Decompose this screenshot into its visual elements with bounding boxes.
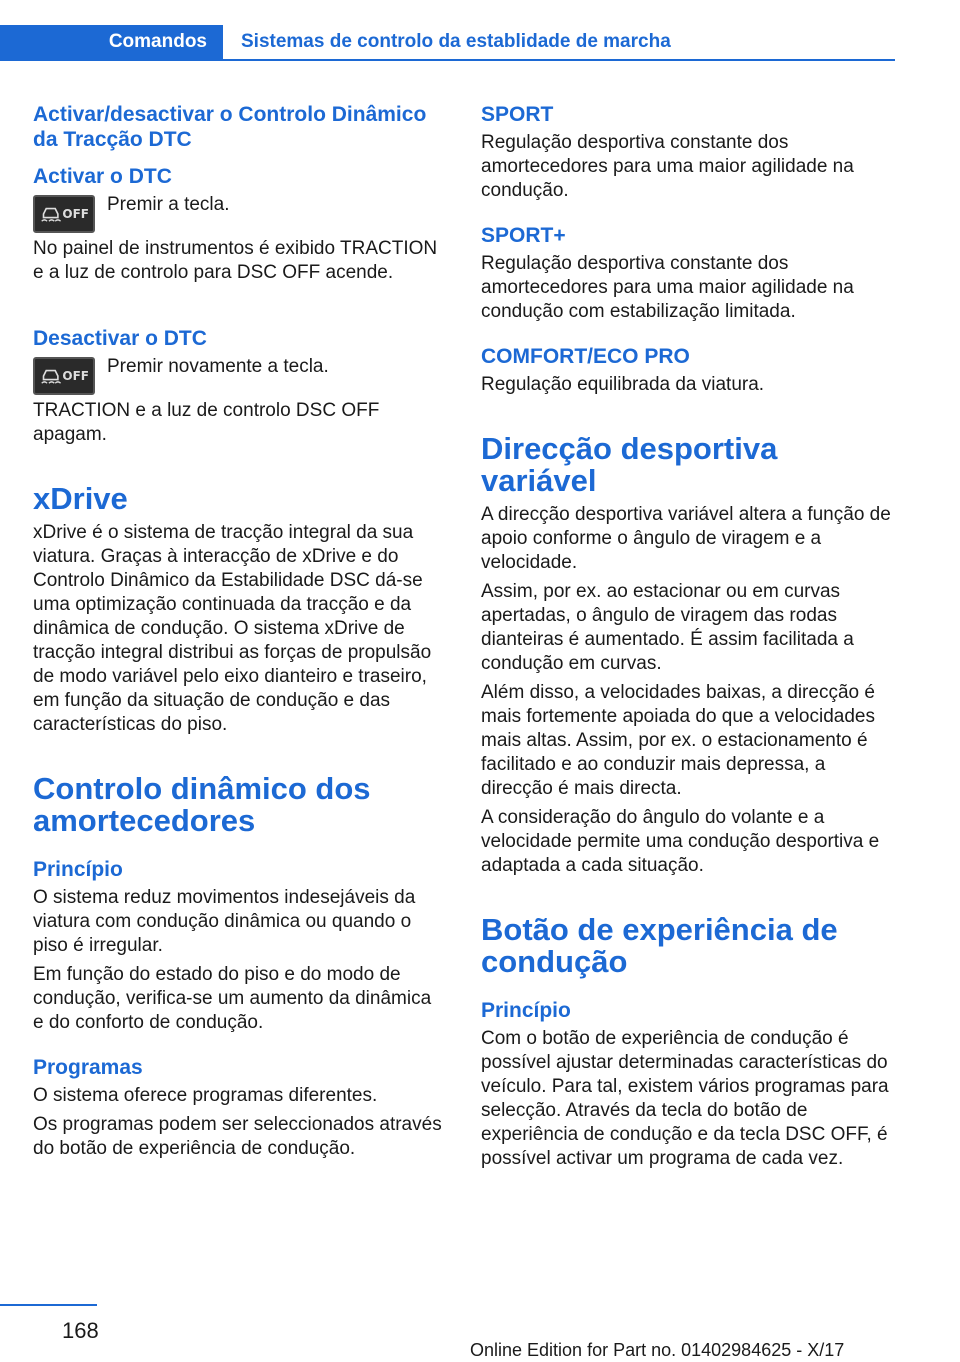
experience-paragraph-1: Com o botão de experiência de condução é possível ajustar determinadas características do veículo. Para tal, existem vários programas para selecção. Através da tecla do botão de experiência de condução e da tecla DSC OFF, é possível activar um programa de cada vez. [481, 1028, 889, 1169]
icon-off-label: OFF [62, 207, 89, 221]
dtc-heading: Activar/desactivar o Controlo Dinâmico da Tracção DTC [33, 103, 427, 151]
dampers-paragraph-1: O sistema reduz movimentos indesejáveis da viatura com condução dinâmica ou quando o piso é irregular. [33, 887, 416, 956]
steering-paragraph-3: Além disso, a velocidades baixas, a direcção é mais fortemente apoiada do que a velocidades mais altas. Assim, por ex. o estacionamento é facilitado e ao conduzir mais depressa, a direcção é mais directa. [481, 682, 875, 799]
experience-heading: Botão de experiência de condução [481, 912, 838, 979]
edition-note: Online Edition for Part no. 01402984625 - X/17 [470, 1340, 845, 1360]
steering-paragraph-1: A direcção desportiva variável altera a função de apoio conforme o ângulo de viragem e a velocidade. [481, 504, 891, 573]
comfort-heading: COMFORT/ECO PRO [481, 345, 690, 368]
footer-divider [0, 1304, 97, 1306]
page-number: 168 [62, 1318, 99, 1343]
xdrive-text: xDrive é o sistema de tracção integral da sua viatura. Graças à interacção de xDrive e do Controlo Dinâmico da Estabilidade DSC dá-se uma optimização continuada da tracção e da dinâmica de condução. O sistema xDrive de tracção integral distribui as forças de propulsão de modo variável pelo eixo dianteiro e traseiro, em função da situação de condução e das características do piso. [33, 522, 432, 735]
activate-step-text: Premir a tecla. [107, 194, 230, 215]
section-title: Sistemas de controlo da establidade de marcha [241, 31, 671, 52]
dampers-paragraph-3: O sistema oferece programas diferentes. [33, 1085, 378, 1106]
icon-off-label: OFF [62, 369, 89, 383]
dampers-principle-heading: Princípio [33, 858, 123, 881]
dsc-off-button-icon [33, 195, 95, 233]
sport-heading: SPORT [481, 103, 554, 126]
chapter-tab: Comandos [0, 25, 223, 59]
xdrive-heading: xDrive [33, 481, 128, 516]
steering-paragraph-4: A consideração do ângulo do volante e a velocidade permite uma condução desportiva e adaptada a cada situação. [481, 807, 880, 876]
activate-dtc-step [33, 193, 445, 237]
dsc-off-button-icon [33, 357, 95, 395]
dampers-paragraph-2: Em função do estado do piso e do modo de condução, verifica-se um aumento da dinâmica e do conforto de condução. [33, 964, 432, 1033]
steering-paragraph-2: Assim, por ex. ao estacionar ou em curvas apertadas, o ângulo de viragem das rodas dianteiras é aumentado. É assim facilitada a condução em curvas. [481, 581, 854, 674]
sport-text: Regulação desportiva constante dos amortecedores para uma maior agilidade na condução. [481, 132, 854, 201]
sportplus-text: Regulação desportiva constante dos amortecedores para uma maior agilidade na condução com estabilização limitada. [481, 253, 854, 322]
right-column [481, 102, 893, 1176]
sportplus-heading: SPORT+ [481, 224, 566, 247]
left-column [33, 102, 445, 1166]
deactivate-result-text: TRACTION e a luz de controlo DSC OFF apagam. [33, 400, 380, 445]
dampers-programs-heading: Programas [33, 1056, 143, 1079]
deactivate-dtc-step [33, 355, 445, 399]
activate-dtc-heading: Activar o DTC [33, 165, 172, 188]
dampers-heading: Controlo dinâmico dos amortecedores [33, 771, 371, 838]
steering-heading: Direcção desportiva variável [481, 431, 778, 498]
car-skid-icon [39, 202, 62, 226]
activate-result-text: No painel de instrumentos é exibido TRACTION e a luz de controlo para DSC OFF acende. [33, 238, 438, 283]
car-skid-icon [39, 364, 62, 388]
experience-principle-heading: Princípio [481, 999, 571, 1022]
deactivate-dtc-heading: Desactivar o DTC [33, 327, 207, 350]
comfort-text: Regulação equilibrada da viatura. [481, 374, 765, 395]
deactivate-step-text: Premir novamente a tecla. [107, 356, 329, 377]
page-header [0, 25, 895, 61]
dampers-paragraph-4: Os programas podem ser seleccionados através do botão de experiência de condução. [33, 1114, 442, 1159]
